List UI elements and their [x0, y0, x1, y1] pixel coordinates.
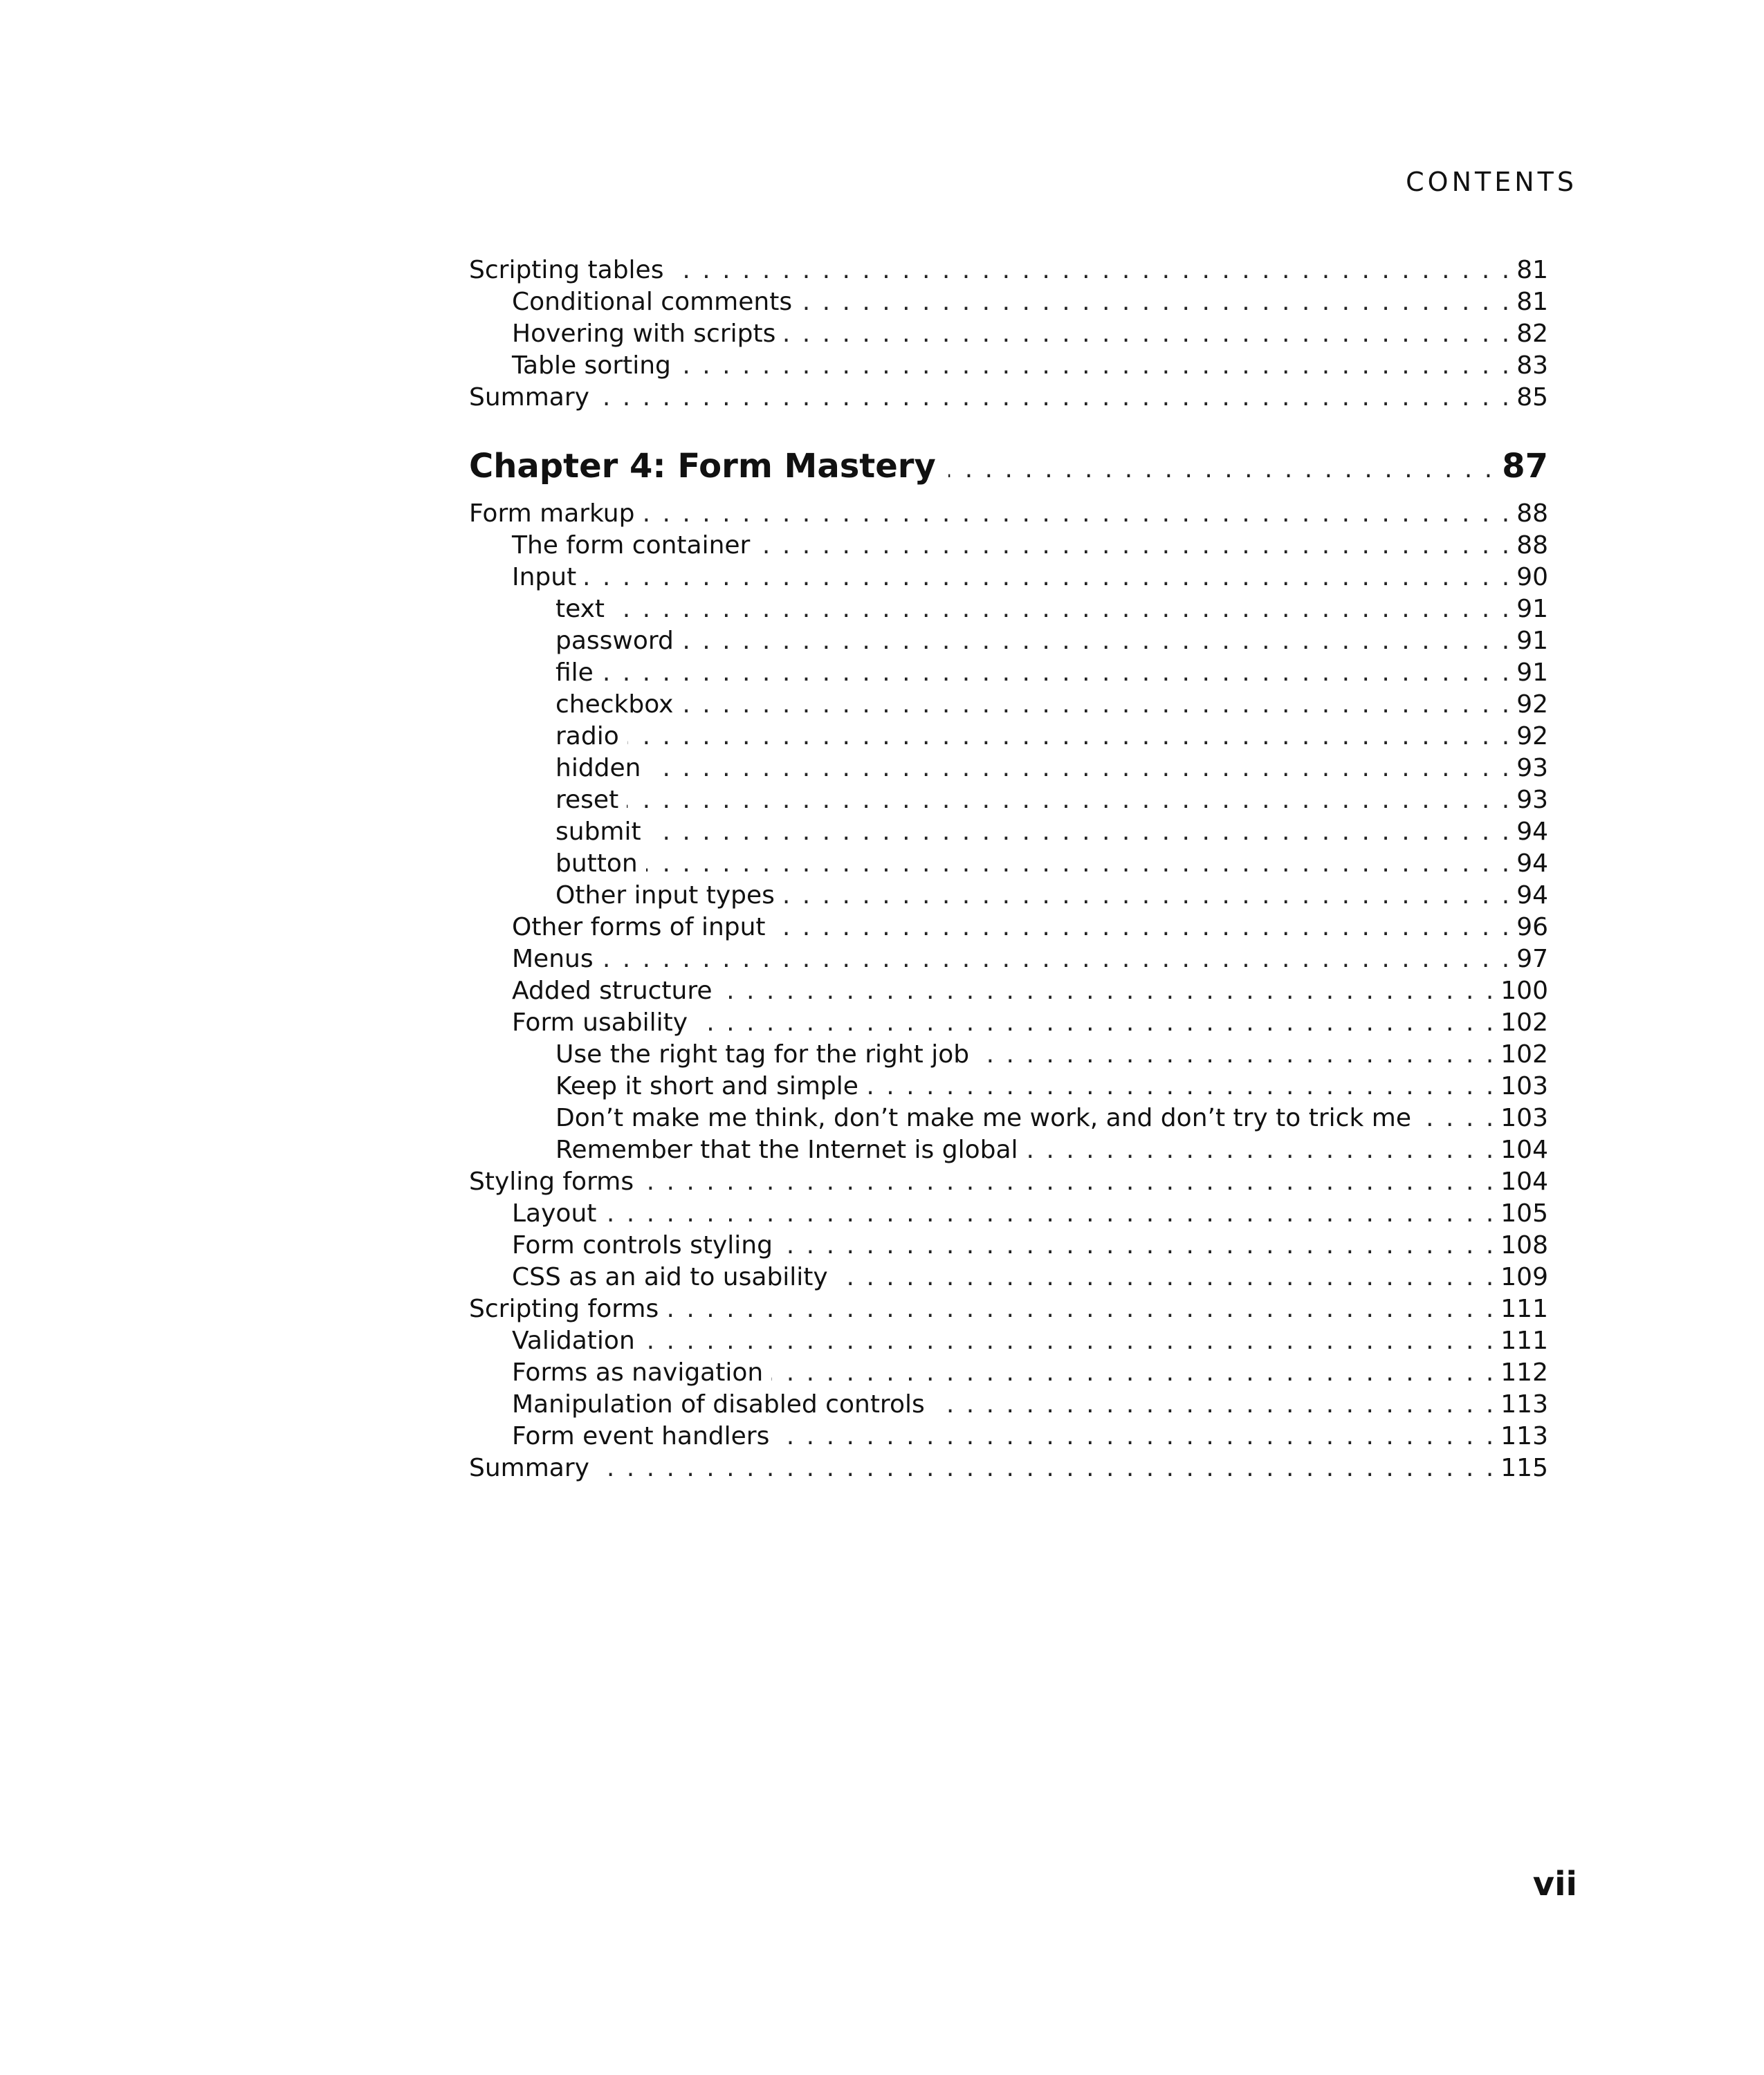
toc-entry-title: checkbox — [555, 690, 674, 719]
toc-entry-title: Input — [512, 563, 577, 591]
dot-leader — [643, 498, 1509, 530]
toc-entry-title: Keep it short and simple — [555, 1072, 858, 1100]
toc-entry-page-number: 94 — [1516, 818, 1548, 846]
toc-entry-title: Don’t make me think, don’t make me work, and don’t try to trick me — [555, 1104, 1411, 1132]
toc-entry[interactable] — [469, 689, 1548, 721]
toc-entry[interactable] — [469, 912, 1548, 943]
dot-leader — [650, 753, 1510, 784]
toc-entry-title: Summary — [469, 383, 589, 412]
dot-leader — [643, 1325, 1494, 1357]
dot-leader — [605, 1198, 1494, 1230]
toc-entry-title: text — [555, 595, 605, 623]
toc-entry[interactable] — [469, 1103, 1548, 1134]
toc-entry-page-number: 93 — [1516, 754, 1548, 782]
toc-entry-title: Form usability — [512, 1008, 688, 1037]
toc-entry-page-number: 83 — [1516, 351, 1548, 380]
toc-entry-title: hidden — [555, 754, 641, 782]
dot-leader — [602, 943, 1510, 975]
toc-entry[interactable] — [469, 1134, 1548, 1166]
dot-leader — [836, 1262, 1494, 1293]
toc-entry[interactable] — [469, 255, 1548, 286]
toc-entry[interactable] — [469, 1166, 1548, 1198]
toc-entry-page-number: 111 — [1500, 1295, 1548, 1323]
toc-entry-title: Conditional comments — [512, 288, 793, 316]
toc-entry-page-number: 88 — [1516, 531, 1548, 560]
toc-entry-page-number: 103 — [1500, 1104, 1548, 1132]
dot-leader — [627, 784, 1509, 816]
toc-entry-page-number: 111 — [1500, 1327, 1548, 1355]
toc-entry-page-number: 93 — [1516, 786, 1548, 814]
toc-section-before-chapter — [469, 255, 1548, 414]
toc-entry-page-number: 103 — [1500, 1072, 1548, 1100]
toc-entry-page-number: 94 — [1516, 881, 1548, 910]
toc-entry-title: radio — [555, 722, 619, 750]
toc-entry-title: Other forms of input — [512, 913, 766, 941]
dot-leader — [778, 1421, 1494, 1452]
toc-entry[interactable] — [469, 530, 1548, 562]
toc-entry[interactable] — [469, 975, 1548, 1007]
toc-entry[interactable] — [469, 382, 1548, 414]
toc-entry-page-number: 96 — [1516, 913, 1548, 941]
dot-leader — [613, 593, 1509, 625]
toc-entry-page-number: 113 — [1500, 1422, 1548, 1450]
toc-entry[interactable] — [469, 1039, 1548, 1071]
dot-leader — [867, 1071, 1494, 1103]
toc-entry-title: submit — [555, 818, 641, 846]
toc-entry-title: Remember that the Internet is global — [555, 1136, 1018, 1164]
toc-entry-page-number: 88 — [1516, 499, 1548, 528]
toc-entry-title: Forms as navigation — [512, 1358, 764, 1387]
toc-entry[interactable] — [469, 753, 1548, 784]
toc-entry[interactable] — [469, 880, 1548, 912]
toc-entry[interactable] — [469, 498, 1548, 530]
dot-leader — [1027, 1134, 1494, 1166]
toc-entry-page-number: 102 — [1500, 1008, 1548, 1037]
dot-leader — [679, 350, 1509, 382]
toc-entry-title: Hovering with scripts — [512, 320, 776, 348]
toc-entry-page-number: 104 — [1500, 1136, 1548, 1164]
dot-leader — [642, 1166, 1494, 1198]
toc-entry-title: button — [555, 849, 638, 878]
toc-entry-title: Menus — [512, 945, 594, 973]
toc-entry-title: Layout — [512, 1199, 597, 1228]
page-folio: vii — [1532, 1865, 1577, 1903]
toc-entry-page-number: 92 — [1516, 722, 1548, 750]
toc-entry-page-number: 100 — [1500, 977, 1548, 1005]
toc-entry-title: Added structure — [512, 977, 713, 1005]
toc-entry-page-number: 115 — [1500, 1454, 1548, 1482]
toc-entry-page-number: 104 — [1500, 1168, 1548, 1196]
dot-leader — [933, 1389, 1494, 1421]
toc-entry[interactable] — [469, 318, 1548, 350]
toc-entry-title: password — [555, 627, 674, 655]
toc-entry-page-number: 91 — [1516, 658, 1548, 687]
toc-entry-title: Form event handlers — [512, 1422, 770, 1450]
toc-entry-title: The form container — [512, 531, 751, 560]
toc-entry[interactable] — [469, 1293, 1548, 1325]
running-head: CONTENTS — [1406, 167, 1577, 197]
dot-leader — [771, 1357, 1494, 1389]
toc-entry-title: Validation — [512, 1327, 635, 1355]
toc-entry[interactable] — [469, 1071, 1548, 1103]
toc-chapter-heading[interactable] — [469, 444, 1548, 488]
dot-leader — [784, 318, 1509, 350]
toc-entry[interactable] — [469, 1230, 1548, 1262]
dot-leader — [758, 530, 1509, 562]
toc-entry-page-number: 82 — [1516, 320, 1548, 348]
toc-entry-page-number: 94 — [1516, 849, 1548, 878]
toc-entry-title: Form markup — [469, 499, 635, 528]
toc-entry-title: Scripting tables — [469, 256, 664, 284]
toc-entry-title: Summary — [469, 1454, 589, 1482]
toc-entry-title: Use the right tag for the right job — [555, 1040, 970, 1069]
dot-leader — [585, 562, 1509, 593]
toc-entry[interactable] — [469, 784, 1548, 816]
toc-entry-page-number: 81 — [1516, 256, 1548, 284]
toc-entry[interactable] — [469, 1357, 1548, 1389]
chapter-title: Chapter 4: Form Mastery — [469, 447, 936, 486]
toc-entry[interactable] — [469, 593, 1548, 625]
toc-entry[interactable] — [469, 1421, 1548, 1452]
dot-leader — [672, 255, 1509, 286]
toc-entry-page-number: 113 — [1500, 1390, 1548, 1419]
toc-entry-title: Table sorting — [512, 351, 671, 380]
dot-leader — [1420, 1103, 1494, 1134]
toc-entry[interactable] — [469, 1007, 1548, 1039]
toc-entry-page-number: 112 — [1500, 1358, 1548, 1387]
toc-entry[interactable] — [469, 625, 1548, 657]
dot-leader — [721, 975, 1494, 1007]
toc-entry[interactable] — [469, 1389, 1548, 1421]
toc-entry-page-number: 91 — [1516, 627, 1548, 655]
toc-entry-page-number: 108 — [1500, 1231, 1548, 1260]
toc-entry-page-number: 81 — [1516, 288, 1548, 316]
dot-leader — [977, 1039, 1494, 1071]
dot-leader — [682, 625, 1509, 657]
dot-leader — [948, 448, 1492, 492]
toc-entry[interactable] — [469, 848, 1548, 880]
toc-entry[interactable] — [469, 816, 1548, 848]
toc-entry-title: Manipulation of disabled controls — [512, 1390, 925, 1419]
dot-leader — [627, 721, 1509, 753]
dot-leader — [774, 912, 1510, 943]
toc-entry[interactable] — [469, 657, 1548, 689]
dot-leader — [681, 689, 1509, 721]
toc-entry-page-number: 85 — [1516, 383, 1548, 412]
dot-leader — [646, 848, 1509, 880]
dot-leader — [783, 880, 1509, 912]
chapter-page-number: 87 — [1502, 447, 1548, 486]
toc-entry[interactable] — [469, 721, 1548, 753]
toc-entry[interactable] — [469, 1262, 1548, 1293]
toc-entry-page-number: 97 — [1516, 945, 1548, 973]
dot-leader — [598, 1452, 1494, 1484]
dot-leader — [800, 286, 1509, 318]
toc-entry-title: Scripting forms — [469, 1295, 659, 1323]
dot-leader — [602, 657, 1509, 689]
toc-entry[interactable] — [469, 286, 1548, 318]
toc-entry-title: reset — [555, 786, 619, 814]
toc-entry[interactable] — [469, 1452, 1548, 1484]
toc-entry[interactable] — [469, 1198, 1548, 1230]
toc-entry[interactable] — [469, 562, 1548, 593]
toc-entry[interactable] — [469, 1325, 1548, 1357]
dot-leader — [781, 1230, 1494, 1262]
dot-leader — [667, 1293, 1494, 1325]
table-of-contents — [469, 255, 1548, 1484]
dot-leader — [598, 382, 1509, 414]
toc-entry-page-number: 109 — [1500, 1263, 1548, 1291]
toc-entry-page-number: 92 — [1516, 690, 1548, 719]
toc-entry-title: Other input types — [555, 881, 775, 910]
toc-entry-title: Styling forms — [469, 1168, 634, 1196]
toc-entry[interactable] — [469, 943, 1548, 975]
toc-entry[interactable] — [469, 350, 1548, 382]
toc-entry-page-number: 105 — [1500, 1199, 1548, 1228]
toc-entry-title: CSS as an aid to usability — [512, 1263, 828, 1291]
dot-leader — [650, 816, 1510, 848]
toc-entry-title: file — [555, 658, 594, 687]
dot-leader — [696, 1007, 1494, 1039]
toc-entry-page-number: 91 — [1516, 595, 1548, 623]
toc-section-chapter-entries — [469, 498, 1548, 1484]
toc-entry-page-number: 102 — [1500, 1040, 1548, 1069]
toc-entry-page-number: 90 — [1516, 563, 1548, 591]
toc-entry-title: Form controls styling — [512, 1231, 773, 1260]
